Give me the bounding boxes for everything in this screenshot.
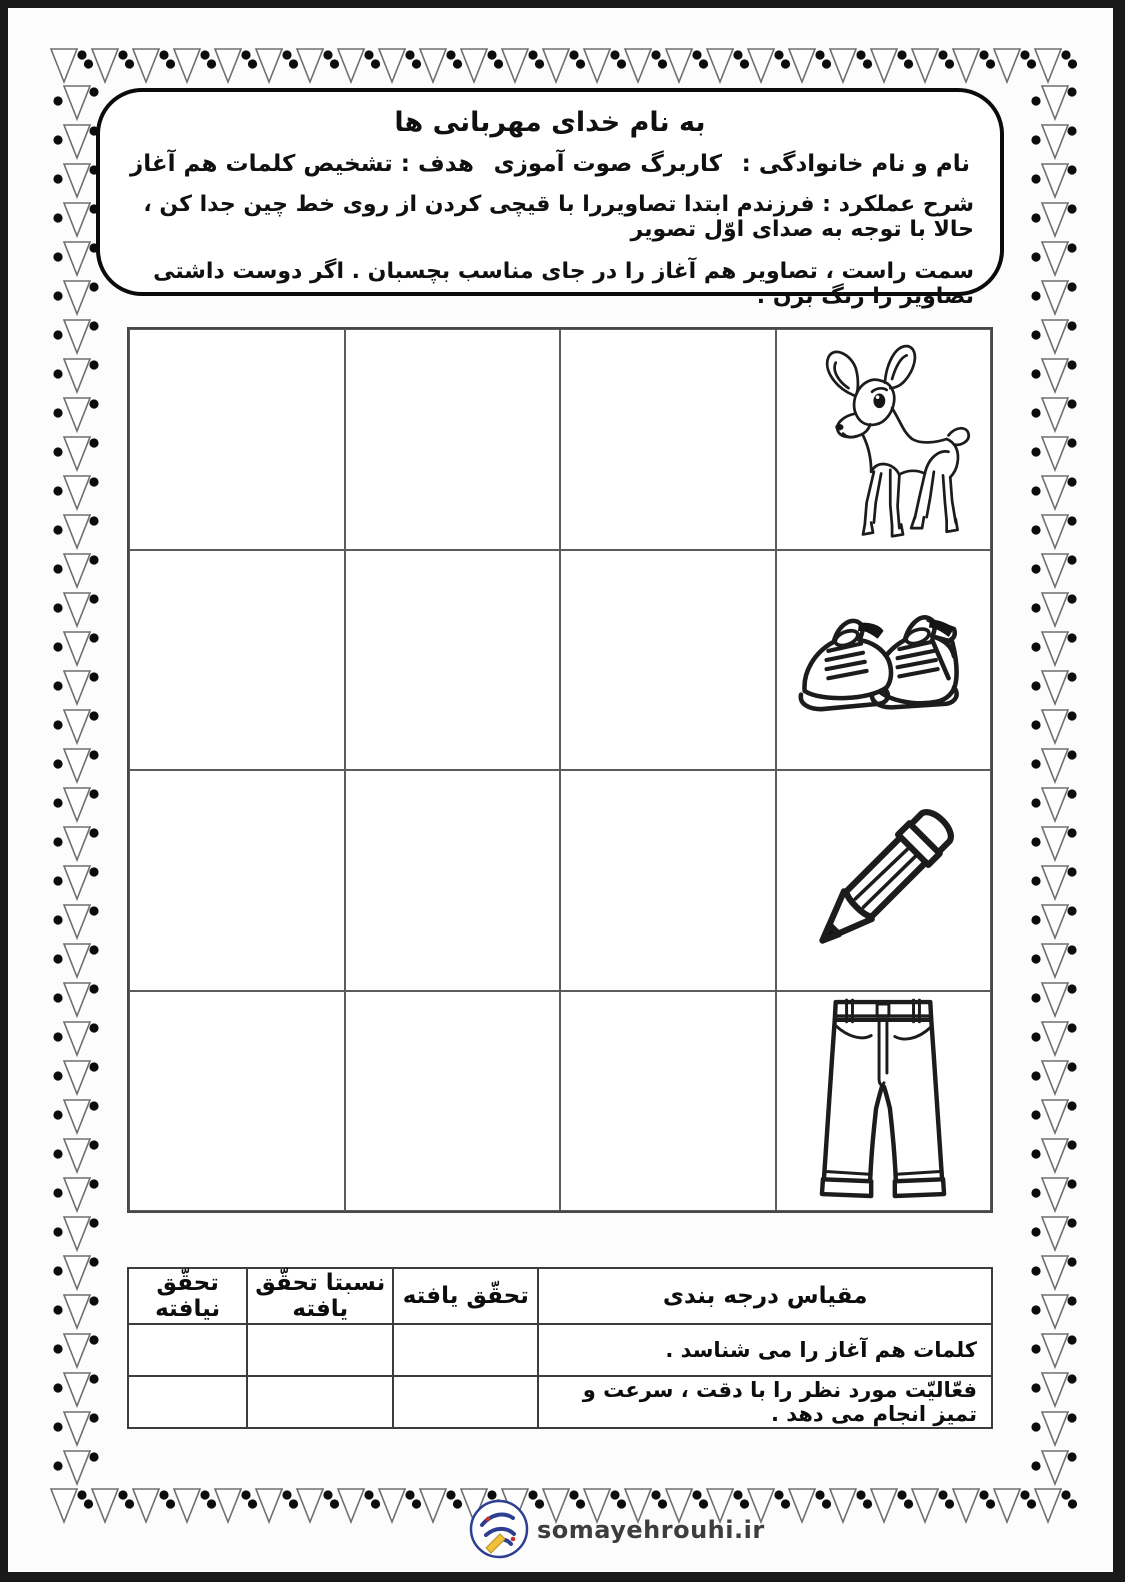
pennant-ornament <box>52 474 98 513</box>
grid-picture-cell <box>776 770 992 991</box>
name-field-label: نام و نام خانوادگی : <box>741 151 970 177</box>
pennant-ornament <box>52 1176 98 1215</box>
pennant-ornament <box>1030 1137 1076 1176</box>
pennant-ornament <box>1030 162 1076 201</box>
pennant-ornament <box>1030 1020 1076 1059</box>
pencil-image <box>785 782 981 978</box>
pennant-ornament <box>540 46 581 84</box>
pennant-ornament <box>1030 747 1076 786</box>
decorative-border-left <box>52 84 98 1488</box>
pennant-ornament <box>1030 708 1076 747</box>
empty-paste-cell <box>129 991 345 1212</box>
pennant-ornament <box>52 903 98 942</box>
pennant-ornament <box>52 1293 98 1332</box>
pennant-ornament <box>52 318 98 357</box>
pennant-ornament <box>950 46 991 84</box>
pennant-ornament <box>52 357 98 396</box>
boots-image <box>781 582 985 738</box>
pennant-ornament <box>1030 552 1076 591</box>
pennant-ornament <box>417 46 458 84</box>
pennant-ornament <box>1030 279 1076 318</box>
pennant-ornament <box>52 669 98 708</box>
fawn-image <box>783 335 983 543</box>
empty-paste-cell <box>560 991 776 1212</box>
pennant-ornament <box>52 1449 98 1488</box>
pennant-ornament <box>52 1254 98 1293</box>
empty-paste-cell <box>560 770 776 991</box>
pennant-ornament <box>827 1486 868 1524</box>
pennant-ornament <box>335 46 376 84</box>
pennant-ornament <box>909 46 950 84</box>
pennant-ornament <box>52 1215 98 1254</box>
pennant-ornament <box>52 1410 98 1449</box>
bismillah-title: به نام خدای مهربانی ها <box>394 107 706 138</box>
worksheet-title: کاربرگ صوت آموزی <box>493 151 722 177</box>
pennant-ornament <box>130 1486 171 1524</box>
pennant-ornament <box>130 46 171 84</box>
pennant-ornament <box>868 46 909 84</box>
pennant-ornament <box>1032 1486 1073 1524</box>
pennant-ornament <box>991 46 1032 84</box>
pennant-ornament <box>253 1486 294 1524</box>
pennant-ornament <box>1030 630 1076 669</box>
pennant-ornament <box>1030 123 1076 162</box>
instructions-line-2: سمت راست ، تصاویر هم آغاز را در جای مناسب بچسبان . اگر دوست داشتی تصاویر را رنگ بزن . <box>153 259 974 309</box>
pennant-ornament <box>52 513 98 552</box>
pennant-ornament <box>1030 1254 1076 1293</box>
rating-col-achieved: تحقّق یافته <box>393 1268 538 1324</box>
empty-paste-cell <box>560 550 776 771</box>
rating-scale-header: مقیاس درجه بندی <box>538 1268 992 1324</box>
pennant-ornament <box>52 1098 98 1137</box>
pennant-ornament <box>1030 591 1076 630</box>
pennant-ornament <box>1030 864 1076 903</box>
pennant-ornament <box>868 1486 909 1524</box>
empty-paste-cell <box>129 550 345 771</box>
pennant-ornament <box>212 1486 253 1524</box>
website-url: somayehrouhi.ir <box>537 1516 765 1544</box>
pennant-ornament <box>89 46 130 84</box>
criterion-2: فعّالیّت مورد نظر را با دقت ، سرعت و تمیز انجام می دهد . <box>538 1376 992 1428</box>
pennant-ornament <box>827 46 868 84</box>
pennant-ornament <box>1030 942 1076 981</box>
goal-label: هدف : تشخیص کلمات هم آغاز <box>130 151 474 177</box>
pennant-ornament <box>52 864 98 903</box>
pennant-ornament <box>52 786 98 825</box>
pennant-ornament <box>786 1486 827 1524</box>
pennant-ornament <box>52 435 98 474</box>
empty-paste-cell <box>345 550 561 771</box>
pennant-ornament <box>991 1486 1032 1524</box>
pennant-ornament <box>89 1486 130 1524</box>
pennant-ornament <box>52 942 98 981</box>
pennant-ornament <box>1030 1059 1076 1098</box>
pennant-ornament <box>950 1486 991 1524</box>
pennant-ornament <box>335 1486 376 1524</box>
site-logo <box>468 1498 530 1560</box>
pennant-ornament <box>1030 1449 1076 1488</box>
empty-paste-cell <box>129 770 345 991</box>
pennant-ornament <box>52 747 98 786</box>
rating-cell-empty <box>247 1376 393 1428</box>
pennant-ornament <box>909 1486 950 1524</box>
empty-paste-cell <box>345 770 561 991</box>
empty-paste-cell <box>560 329 776 550</box>
pennant-ornament <box>52 981 98 1020</box>
pennant-ornament <box>1030 981 1076 1020</box>
rating-col-partially-achieved: نسبتا تحقّق یافته <box>247 1268 393 1324</box>
pennant-ornament <box>1030 1176 1076 1215</box>
pennant-ornament <box>1030 474 1076 513</box>
pennant-ornament <box>52 591 98 630</box>
pennant-ornament <box>1030 1410 1076 1449</box>
pennant-ornament <box>171 46 212 84</box>
pennant-ornament <box>1030 318 1076 357</box>
pennant-ornament <box>376 46 417 84</box>
pennant-ornament <box>52 396 98 435</box>
pennant-ornament <box>786 46 827 84</box>
pennant-ornament <box>376 1486 417 1524</box>
pennant-ornament <box>52 1371 98 1410</box>
pennant-ornament <box>622 46 663 84</box>
pennant-ornament <box>1030 84 1076 123</box>
rating-table <box>127 1267 993 1429</box>
pennant-ornament <box>52 162 98 201</box>
rating-cell-empty <box>128 1324 247 1376</box>
pennant-ornament <box>1030 1332 1076 1371</box>
pennant-ornament <box>499 46 540 84</box>
pennant-ornament <box>294 46 335 84</box>
activity-grid <box>127 327 993 1213</box>
pennant-ornament <box>1030 786 1076 825</box>
pennant-ornament <box>1032 46 1073 84</box>
pennant-ornament <box>1030 513 1076 552</box>
pennant-ornament <box>1030 240 1076 279</box>
criterion-1: کلمات هم آغاز را می شناسد . <box>538 1324 992 1376</box>
pennant-ornament <box>212 46 253 84</box>
empty-paste-cell <box>345 329 561 550</box>
pennant-ornament <box>253 46 294 84</box>
grid-picture-cell <box>776 329 992 550</box>
pennant-ornament <box>294 1486 335 1524</box>
pennant-ornament <box>52 552 98 591</box>
pennant-ornament <box>1030 396 1076 435</box>
pennant-ornament <box>745 46 786 84</box>
trousers-image <box>819 996 947 1206</box>
pennant-ornament <box>1030 1293 1076 1332</box>
pennant-ornament <box>1030 1098 1076 1137</box>
pennant-ornament <box>52 279 98 318</box>
pennant-ornament <box>52 825 98 864</box>
pennant-ornament <box>663 46 704 84</box>
empty-paste-cell <box>129 329 345 550</box>
pennant-ornament <box>1030 357 1076 396</box>
rating-col-not-achieved: تحقّق نیافته <box>128 1268 247 1324</box>
pennant-ornament <box>1030 825 1076 864</box>
pennant-ornament <box>1030 201 1076 240</box>
worksheet-page <box>8 8 1113 1572</box>
pennant-ornament <box>1030 903 1076 942</box>
pennant-ornament <box>52 1137 98 1176</box>
rating-cell-empty <box>393 1376 538 1428</box>
pennant-ornament <box>52 1332 98 1371</box>
rating-cell-empty <box>247 1324 393 1376</box>
rating-cell-empty <box>393 1324 538 1376</box>
pennant-ornament <box>52 123 98 162</box>
pennant-ornament <box>52 84 98 123</box>
pennant-ornament <box>704 46 745 84</box>
pennant-ornament <box>52 1059 98 1098</box>
decorative-border-right <box>1030 84 1076 1488</box>
pennant-ornament <box>417 1486 458 1524</box>
pennant-ornament <box>1030 435 1076 474</box>
pennant-ornament <box>52 201 98 240</box>
pennant-ornament <box>1030 1215 1076 1254</box>
pennant-ornament <box>1030 1371 1076 1410</box>
pennant-ornament <box>48 1486 89 1524</box>
pennant-ornament <box>1030 669 1076 708</box>
grid-picture-cell <box>776 550 992 771</box>
pennant-ornament <box>458 46 499 84</box>
rating-cell-empty <box>128 1376 247 1428</box>
pennant-ornament <box>52 240 98 279</box>
pennant-ornament <box>52 1020 98 1059</box>
pennant-ornament <box>171 1486 212 1524</box>
empty-paste-cell <box>345 991 561 1212</box>
header-box <box>96 88 1004 309</box>
instructions-line-1: شرح عملکرد : فرزندم ابتدا تصاویررا با قیچی کردن از روی خط چین جدا کن ، حالا با توجه به صدای اوّل تصویر <box>143 192 974 242</box>
pennant-ornament <box>48 46 89 84</box>
grid-picture-cell <box>776 991 992 1212</box>
pennant-ornament <box>581 46 622 84</box>
pennant-ornament <box>52 630 98 669</box>
pennant-ornament <box>52 708 98 747</box>
decorative-border-top <box>48 46 1073 84</box>
